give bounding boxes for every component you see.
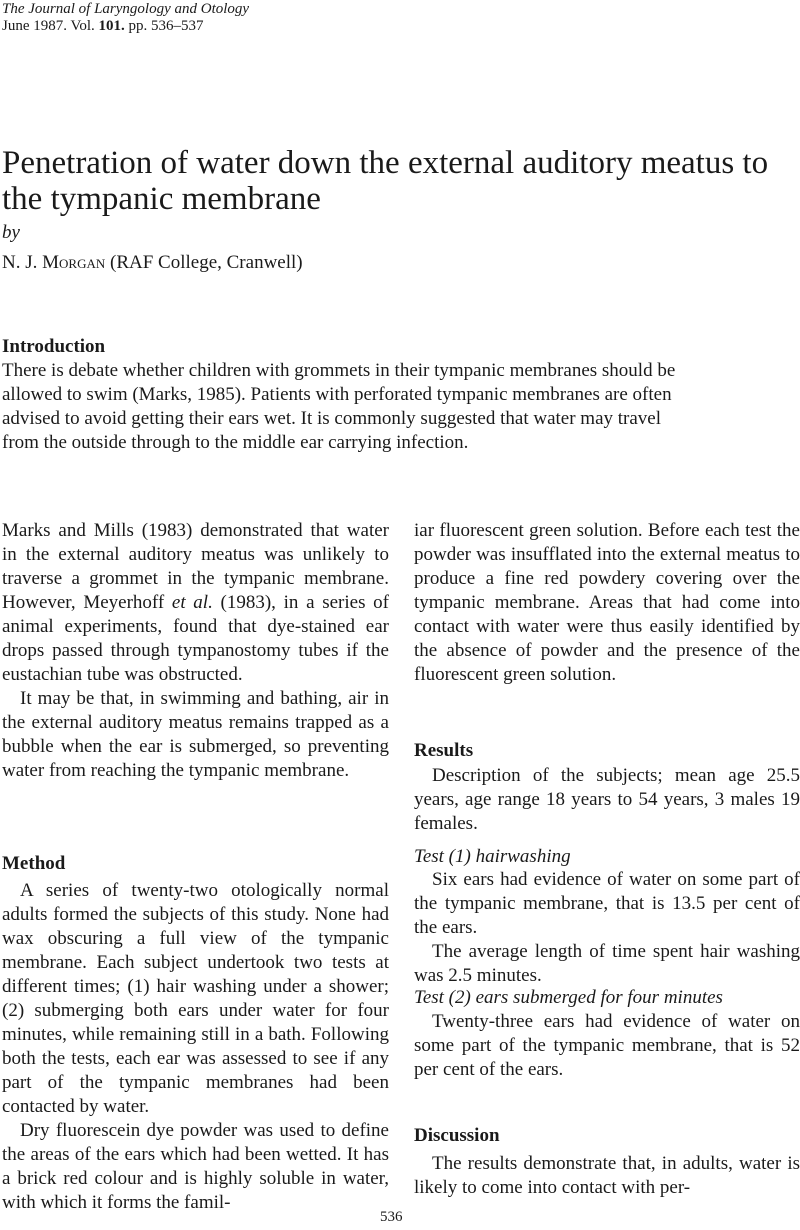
left-column (2, 519, 389, 783)
issue-info (2, 17, 204, 35)
method-section (2, 879, 389, 1215)
results-heading: Results (414, 740, 474, 761)
test1-paragraph-2: The average length of time spent hair washing was 2.5 minutes. (414, 941, 800, 986)
issue-prefix: June 1987. Vol. (2, 18, 95, 34)
method-paragraph-2: Dry fluorescein dye powder was used to define the areas of the ears which had been wetted. It has a brick red colour and is highly soluble in water, with which it forms the famil- (2, 1120, 389, 1213)
author-line (2, 251, 303, 275)
results-paragraph: Description of the subjects; mean age 25.5 years, age range 18 years to 54 years, 3 males 19 females. (414, 765, 800, 834)
page-range: pp. 536–537 (128, 18, 204, 34)
by-line: by (2, 222, 20, 243)
discussion-paragraph: The results demonstrate that, in adults, water is likely to come into contact with per- (414, 1153, 800, 1198)
method-paragraph-1: A series of twenty-two otologically normal adults formed the subjects of this study. None had wax obscuring a full view of the tympanic membrane. Each subject undertook two tests at different times; (1) hair washing under a shower; (2) submerging both ears under water for four minutes, while remaining still in a bath. Following both the tests, each ear was assessed to see if any part of the tympanic membranes had been contacted by water. (2, 880, 389, 1117)
test1-section (414, 868, 800, 988)
author-affiliation: (RAF College, Cranwell) (110, 252, 303, 273)
test1-paragraph-1: Six ears had evidence of water on some part of the tympanic membrane, that is 13.5 per cent of the ears. (414, 869, 800, 938)
method-heading: Method (2, 853, 66, 874)
article-title: Penetration of water down the external auditory meatus to the tympanic membrane (2, 145, 769, 217)
author-initials: N. J. (2, 252, 38, 273)
test2-paragraph: Twenty-three ears had evidence of water on some part of the tympanic membrane, that is 52 per cent of the ears. (414, 1011, 800, 1080)
introduction-heading: Introduction (2, 336, 106, 357)
test1-heading: Test (1) hairwashing (414, 846, 571, 867)
journal-name: The Journal of Laryngology and Otology (2, 1, 250, 17)
introduction-text: There is debate whether children with grommets in their tympanic membranes should be allowed to swim (Marks, 1985). Patients with perforated tympanic membranes are often advised to avoid getting their ears wet. It is commonly suggested that water may travel from the outside through to the middle ear carrying infection. (2, 360, 676, 453)
discussion-heading: Discussion (414, 1125, 500, 1146)
page-number: 536 (380, 1209, 403, 1225)
author-surname: Morgan (42, 252, 106, 273)
left-paragraph-1: Marks and Mills (1983) demonstrated that water in the external auditory meatus was unlikely to traverse a grommet in the tympanic membrane. However, Meyerhoff et al. (1983), in a series of animal experiments, found that dye-stained ear drops passed through tympanostomy tubes if the eustachian tube was obstructed. (2, 520, 389, 685)
right-paragraph-1: iar fluorescent green solution. Before each test the powder was insufflated into the external meatus to produce a fine red powdery covering over the tympanic membrane. Areas that had come into contact with water were thus easily identified by the absence of powder and the presence of the fluorescent green solution. (414, 520, 800, 685)
volume-number: 101. (98, 18, 125, 34)
test2-heading: Test (2) ears submerged for four minutes (414, 987, 723, 1008)
left-paragraph-2: It may be that, in swimming and bathing, air in the external auditory meatus remains trapped as a bubble when the ear is submerged, so preventing water from reaching the tympanic membrane. (2, 688, 389, 781)
